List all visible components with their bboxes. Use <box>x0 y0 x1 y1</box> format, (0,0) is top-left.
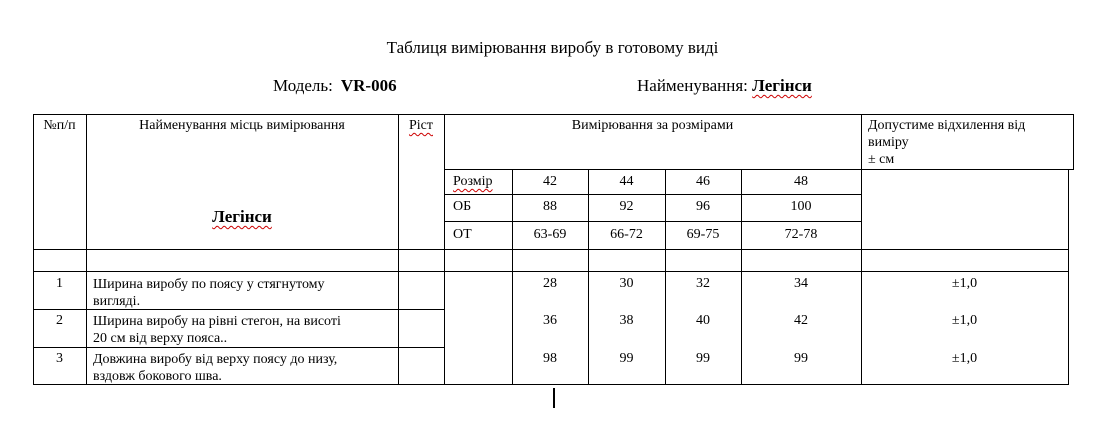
table-line <box>444 169 1074 170</box>
row-value: 38 <box>619 313 634 328</box>
ob-value: 92 <box>619 199 634 214</box>
row-value: 34 <box>794 276 808 291</box>
model-line <box>273 76 397 96</box>
header-tolerance-line2: виміру <box>868 135 909 150</box>
header-places: Найменування місць вимірювання <box>139 118 345 133</box>
model-value: VR-006 <box>340 76 397 95</box>
table-line <box>444 114 445 385</box>
ot-value: 63-69 <box>533 227 567 242</box>
row-desc: 20 см від верху пояса.. <box>93 331 228 346</box>
text-cursor[interactable] <box>553 388 555 408</box>
ob-value: 88 <box>543 199 557 214</box>
row-desc: Ширина виробу по поясу у стягнутому <box>93 277 325 292</box>
row-tolerance: ±1,0 <box>951 276 978 291</box>
row-value: 36 <box>543 313 557 328</box>
size-value: 44 <box>619 174 634 189</box>
size-value: 46 <box>696 174 710 189</box>
size-value: 48 <box>794 174 808 189</box>
table-line <box>861 114 862 385</box>
header-tolerance-line1: Допустиме відхилення від <box>868 118 1026 133</box>
table-border-top <box>33 114 1074 115</box>
table-line <box>33 271 1069 272</box>
row-desc: Ширина виробу на рівні стегон, на висоті <box>93 314 341 329</box>
name-value: Легінси <box>752 76 812 95</box>
row-num: 3 <box>56 351 63 366</box>
document-title: Таблиця вимірювання виробу в готовому виді <box>386 38 719 57</box>
ot-value: 66-72 <box>610 227 643 242</box>
table-border-right-top <box>1073 114 1074 170</box>
header-tolerance-line3: ± см <box>868 152 895 167</box>
table-line <box>398 114 399 385</box>
header-sizes: Вимірювання за розмірами <box>571 118 734 133</box>
row-desc: вздовж бокового шва. <box>93 369 222 384</box>
table-line <box>33 347 444 348</box>
row-value: 30 <box>619 276 634 291</box>
name-line <box>637 76 812 96</box>
row-value: 32 <box>696 276 710 291</box>
row-tolerance: ±1,0 <box>951 313 978 328</box>
header-num: №п/п <box>43 118 76 133</box>
row-desc: Довжина виробу від верху поясу до низу, <box>93 352 338 367</box>
row-num: 2 <box>56 313 63 328</box>
ot-value: 69-75 <box>686 227 720 242</box>
ob-value: 96 <box>696 199 710 214</box>
size-row-label: Розмір <box>453 174 493 189</box>
table-line <box>444 194 861 195</box>
row-num: 1 <box>56 276 63 291</box>
row-desc: вигляді. <box>93 294 141 309</box>
row-value: 99 <box>619 351 634 366</box>
ot-row-label: ОТ <box>453 227 472 242</box>
ot-value: 72-78 <box>784 227 818 242</box>
table-line <box>33 249 1069 250</box>
size-value: 42 <box>543 174 557 189</box>
ob-value: 100 <box>790 199 812 214</box>
header-growth: Ріст <box>408 118 433 133</box>
row-value: 42 <box>794 313 808 328</box>
table-border-right <box>1068 169 1069 385</box>
row-value: 99 <box>696 351 710 366</box>
table-border-left <box>33 114 34 385</box>
row-value: 98 <box>543 351 557 366</box>
row-value: 28 <box>543 276 557 291</box>
row-value: 99 <box>794 351 808 366</box>
name-label: Найменування: <box>637 76 748 95</box>
row-value: 40 <box>696 313 710 328</box>
table-line <box>86 114 87 385</box>
table-line <box>444 221 861 222</box>
ob-row-label: ОБ <box>453 199 472 214</box>
product-name: Легінси <box>212 207 272 226</box>
model-label: Модель: <box>273 76 333 95</box>
row-tolerance: ±1,0 <box>951 351 978 366</box>
